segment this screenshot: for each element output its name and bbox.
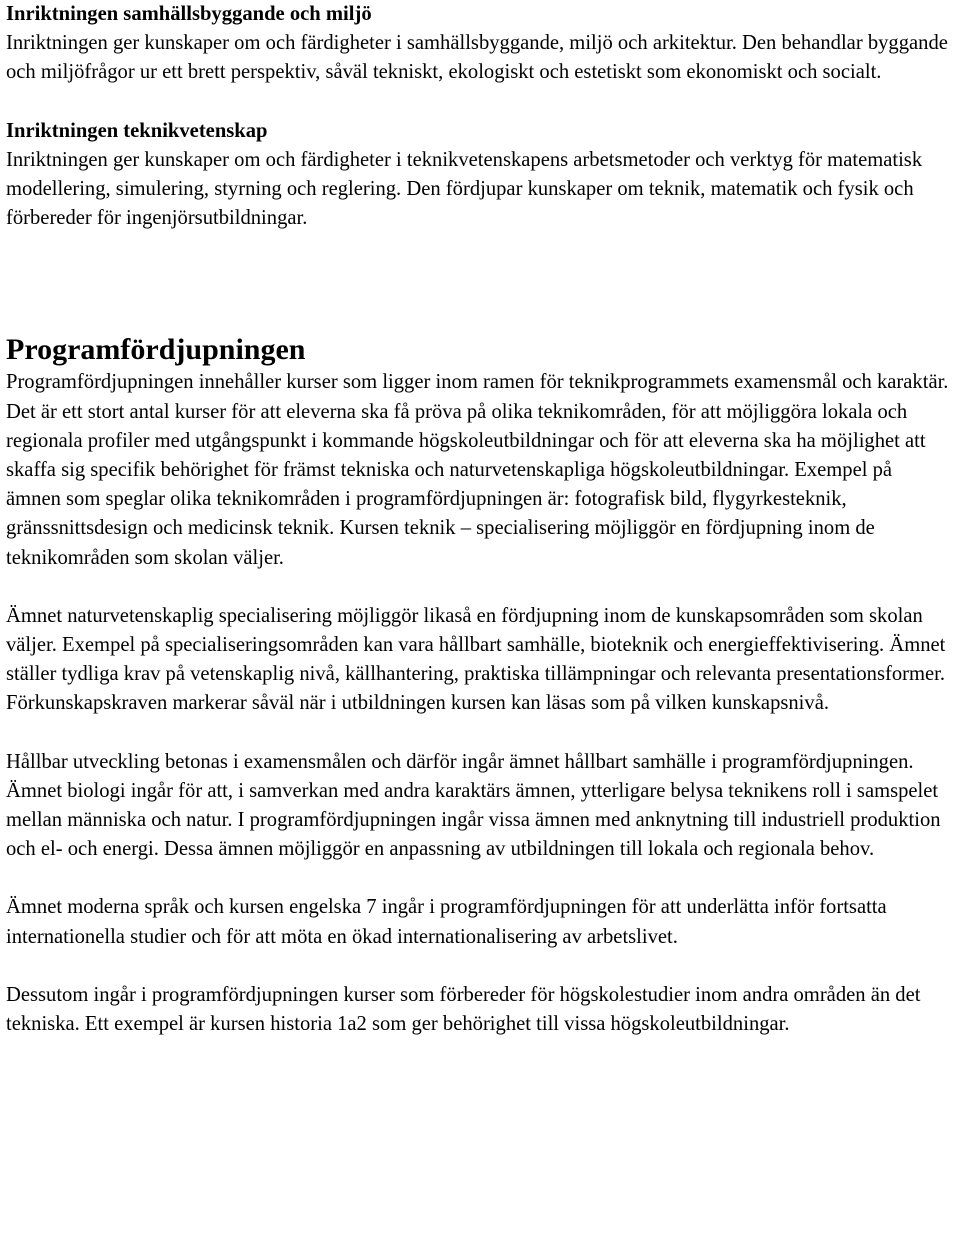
section-heading: Inriktningen teknikvetenskap: [6, 119, 268, 142]
section-teknikvetenskap: [6, 117, 952, 234]
body-paragraph: Dessutom ingår i programfördjupningen kurser som förbereder för högskolestudier inom andra områden än det tekniska. Ett exempel är kursen historia 1a2 som ger behörighet till vissa högskoleutbildningar.: [6, 983, 921, 1036]
body-paragraph: Ämnet naturvetenskaplig specialisering möjliggör likaså en fördjupning inom de kunskapsområden som skolan väljer. Exempel på specialiseringsområden kan vara hållbart samhälle, bioteknik och energieffektivisering. Ämnet ställer tydliga krav på vetenskaplig nivå, källhantering, praktiska tillämpningar och relevanta presentationsformer. Förkunskapskraven markerar såväl när i utbildningen kursen kan läsas som på vilken kunskapsnivå.: [6, 604, 946, 715]
body-paragraph: Hållbar utveckling betonas i examensmålen och därför ingår ämnet hållbart samhälle i programfördjupningen. Ämnet biologi ingår för att, i samverkan med andra karaktärs ämnen, ytterligare belysa teknikens roll i samspelet mellan människa och natur. I programfördjupningen ingår vissa ämnen med anknytning till industriell produktion och el- och energi. Dessa ämnen möjliggör en anpassning av utbildningen till lokala och regionala behov.: [6, 750, 941, 861]
section-text: Inriktningen ger kunskaper om och färdigheter i teknikvetenskapens arbetsmetoder och verktyg för matematisk modellering, simulering, styrning och reglering. Den fördjupar kunskaper om teknik, matematik och fysik och förbereder för ingenjörsutbildningar.: [6, 148, 923, 230]
section-samhallsbyggande: [6, 0, 952, 88]
main-heading: Programfördjupningen: [6, 333, 306, 367]
body-paragraph: Programfördjupningen innehåller kurser som ligger inom ramen för teknikprogrammets examensmål och karaktär. Det är ett stort antal kurser för att eleverna ska få pröva på olika teknikområden, för att möjliggöra lokala och regionala profiler med utgångspunkt i kommande högskoleutbildningar och för att eleverna ska ha möjlighet att skaffa sig specifik behörighet för främst tekniska och naturvetenskapliga högskoleutbildningar. Exempel på ämnen som speglar olika teknikområden i programfördjupningen är: fotografisk bild, flygyrkesteknik, gränssnittsdesign och medicinsk teknik. Kursen teknik – specialisering möjliggör en fördjupning inom de teknikområden som skolan väljer.: [6, 371, 949, 569]
section-heading: Inriktningen samhällsbyggande och miljö: [6, 3, 372, 25]
body-paragraph: Ämnet moderna språk och kursen engelska 7 ingår i programfördjupningen för att underlätta inför fortsatta internationella studier och för att möta en ökad internationalisering av arbetslivet.: [6, 896, 887, 948]
section-text: Inriktningen ger kunskaper om och färdigheter i samhällsbyggande, miljö och arkitektur. Den behandlar byggande och miljöfrågor ur ett brett perspektiv, såväl tekniskt, ekologiskt och estetiskt som ekonomiskt och socialt.: [6, 32, 948, 84]
